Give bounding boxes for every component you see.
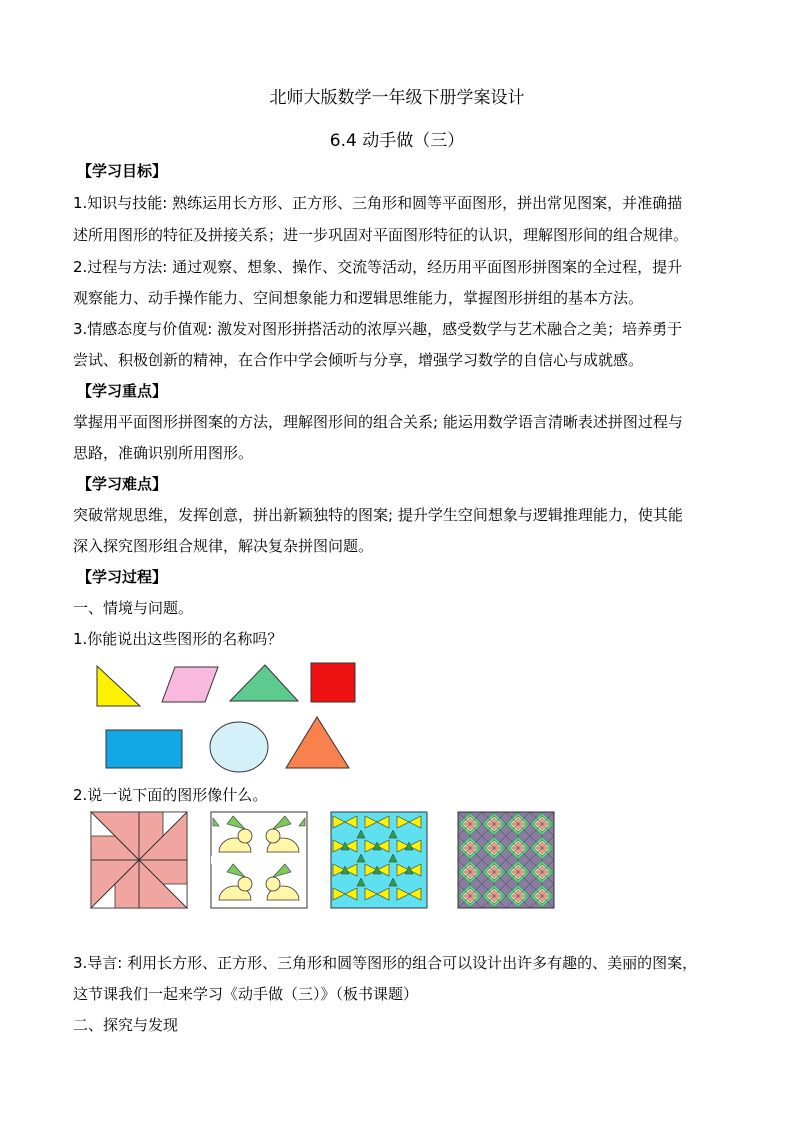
right-triangle-shape — [97, 666, 140, 706]
objective-line: 述所用图形的特征及拼接关系；进一步巩固对平面图形特征的认识，理解图形间的组合规律。 — [73, 226, 689, 244]
rectangle-shape — [106, 730, 182, 768]
key-line: 掌握用平面图形拼图案的方法，理解图形间的组合关系; 能运用数学语言清晰表述拼图过程与 — [73, 413, 683, 431]
objectives-heading: 【学习目标】 — [77, 162, 168, 180]
objective-line: 2.过程与方法: 通过观察、想象、操作、交流等活动，经历用平面图形拼图案的全过程，提升 — [73, 258, 683, 276]
kaleidoscope-pattern — [458, 812, 554, 908]
question-3-line: 这节课我们一起来学习《动手做（三）》（板书课题） — [73, 985, 419, 1003]
parallelogram-shape — [162, 667, 218, 702]
objective-line: 3.情感态度与价值观: 激发对图形拼搭活动的浓厚兴趣，感受数学与艺术融合之美；培养勇于 — [73, 320, 683, 338]
ellipse-shape — [210, 722, 268, 772]
triangle-tile-pattern — [331, 812, 427, 908]
lesson-subtitle: 6.4 动手做（三） — [329, 131, 465, 151]
process-heading: 【学习过程】 — [77, 568, 168, 586]
key-line: 思路，准确识别所用图形。 — [73, 444, 254, 462]
objective-line: 观察能力、动手操作能力、空间想象能力和逻辑思维能力，掌握图形拼组的基本方法。 — [73, 289, 644, 307]
pinwheel-pattern — [91, 812, 187, 908]
orange-triangle-shape — [286, 717, 349, 768]
objective-line: 尝试、积极创新的精神，在合作中学会倾听与分享，增强学习数学的自信心与成就感。 — [73, 351, 644, 369]
square-shape — [311, 663, 355, 702]
section-heading: 一、情境与问题。 — [73, 599, 194, 617]
green-triangle-shape — [230, 665, 298, 701]
difficulty-heading: 【学习难点】 — [77, 475, 168, 493]
difficulty-line: 突破常规思维，发挥创意，拼出新颖独特的图案; 提升学生空间想象与逻辑推理能力，使其能 — [73, 506, 683, 524]
question-1: 1.你能说出这些图形的名称吗？ — [73, 630, 283, 648]
rabbit-pattern — [211, 812, 307, 908]
key-heading: 【学习重点】 — [77, 382, 168, 400]
question-2: 2.说一说下面的图形像什么。 — [73, 786, 268, 804]
difficulty-line: 深入探究图形组合规律，解决复杂拼图问题。 — [73, 537, 374, 555]
page-title: 北师大版数学一年级下册学案设计 — [269, 88, 525, 108]
objective-line: 1.知识与技能: 熟练运用长方形、正方形、三角形和圆等平面图形，拼出常见图案，并准确描 — [73, 194, 683, 212]
section-heading: 二、探究与发现 — [73, 1016, 179, 1034]
question-3-line: 3.导言: 利用长方形、正方形、三角形和圆等图形的组合可以设计出许多有趣的、美丽的图案， — [73, 954, 698, 972]
